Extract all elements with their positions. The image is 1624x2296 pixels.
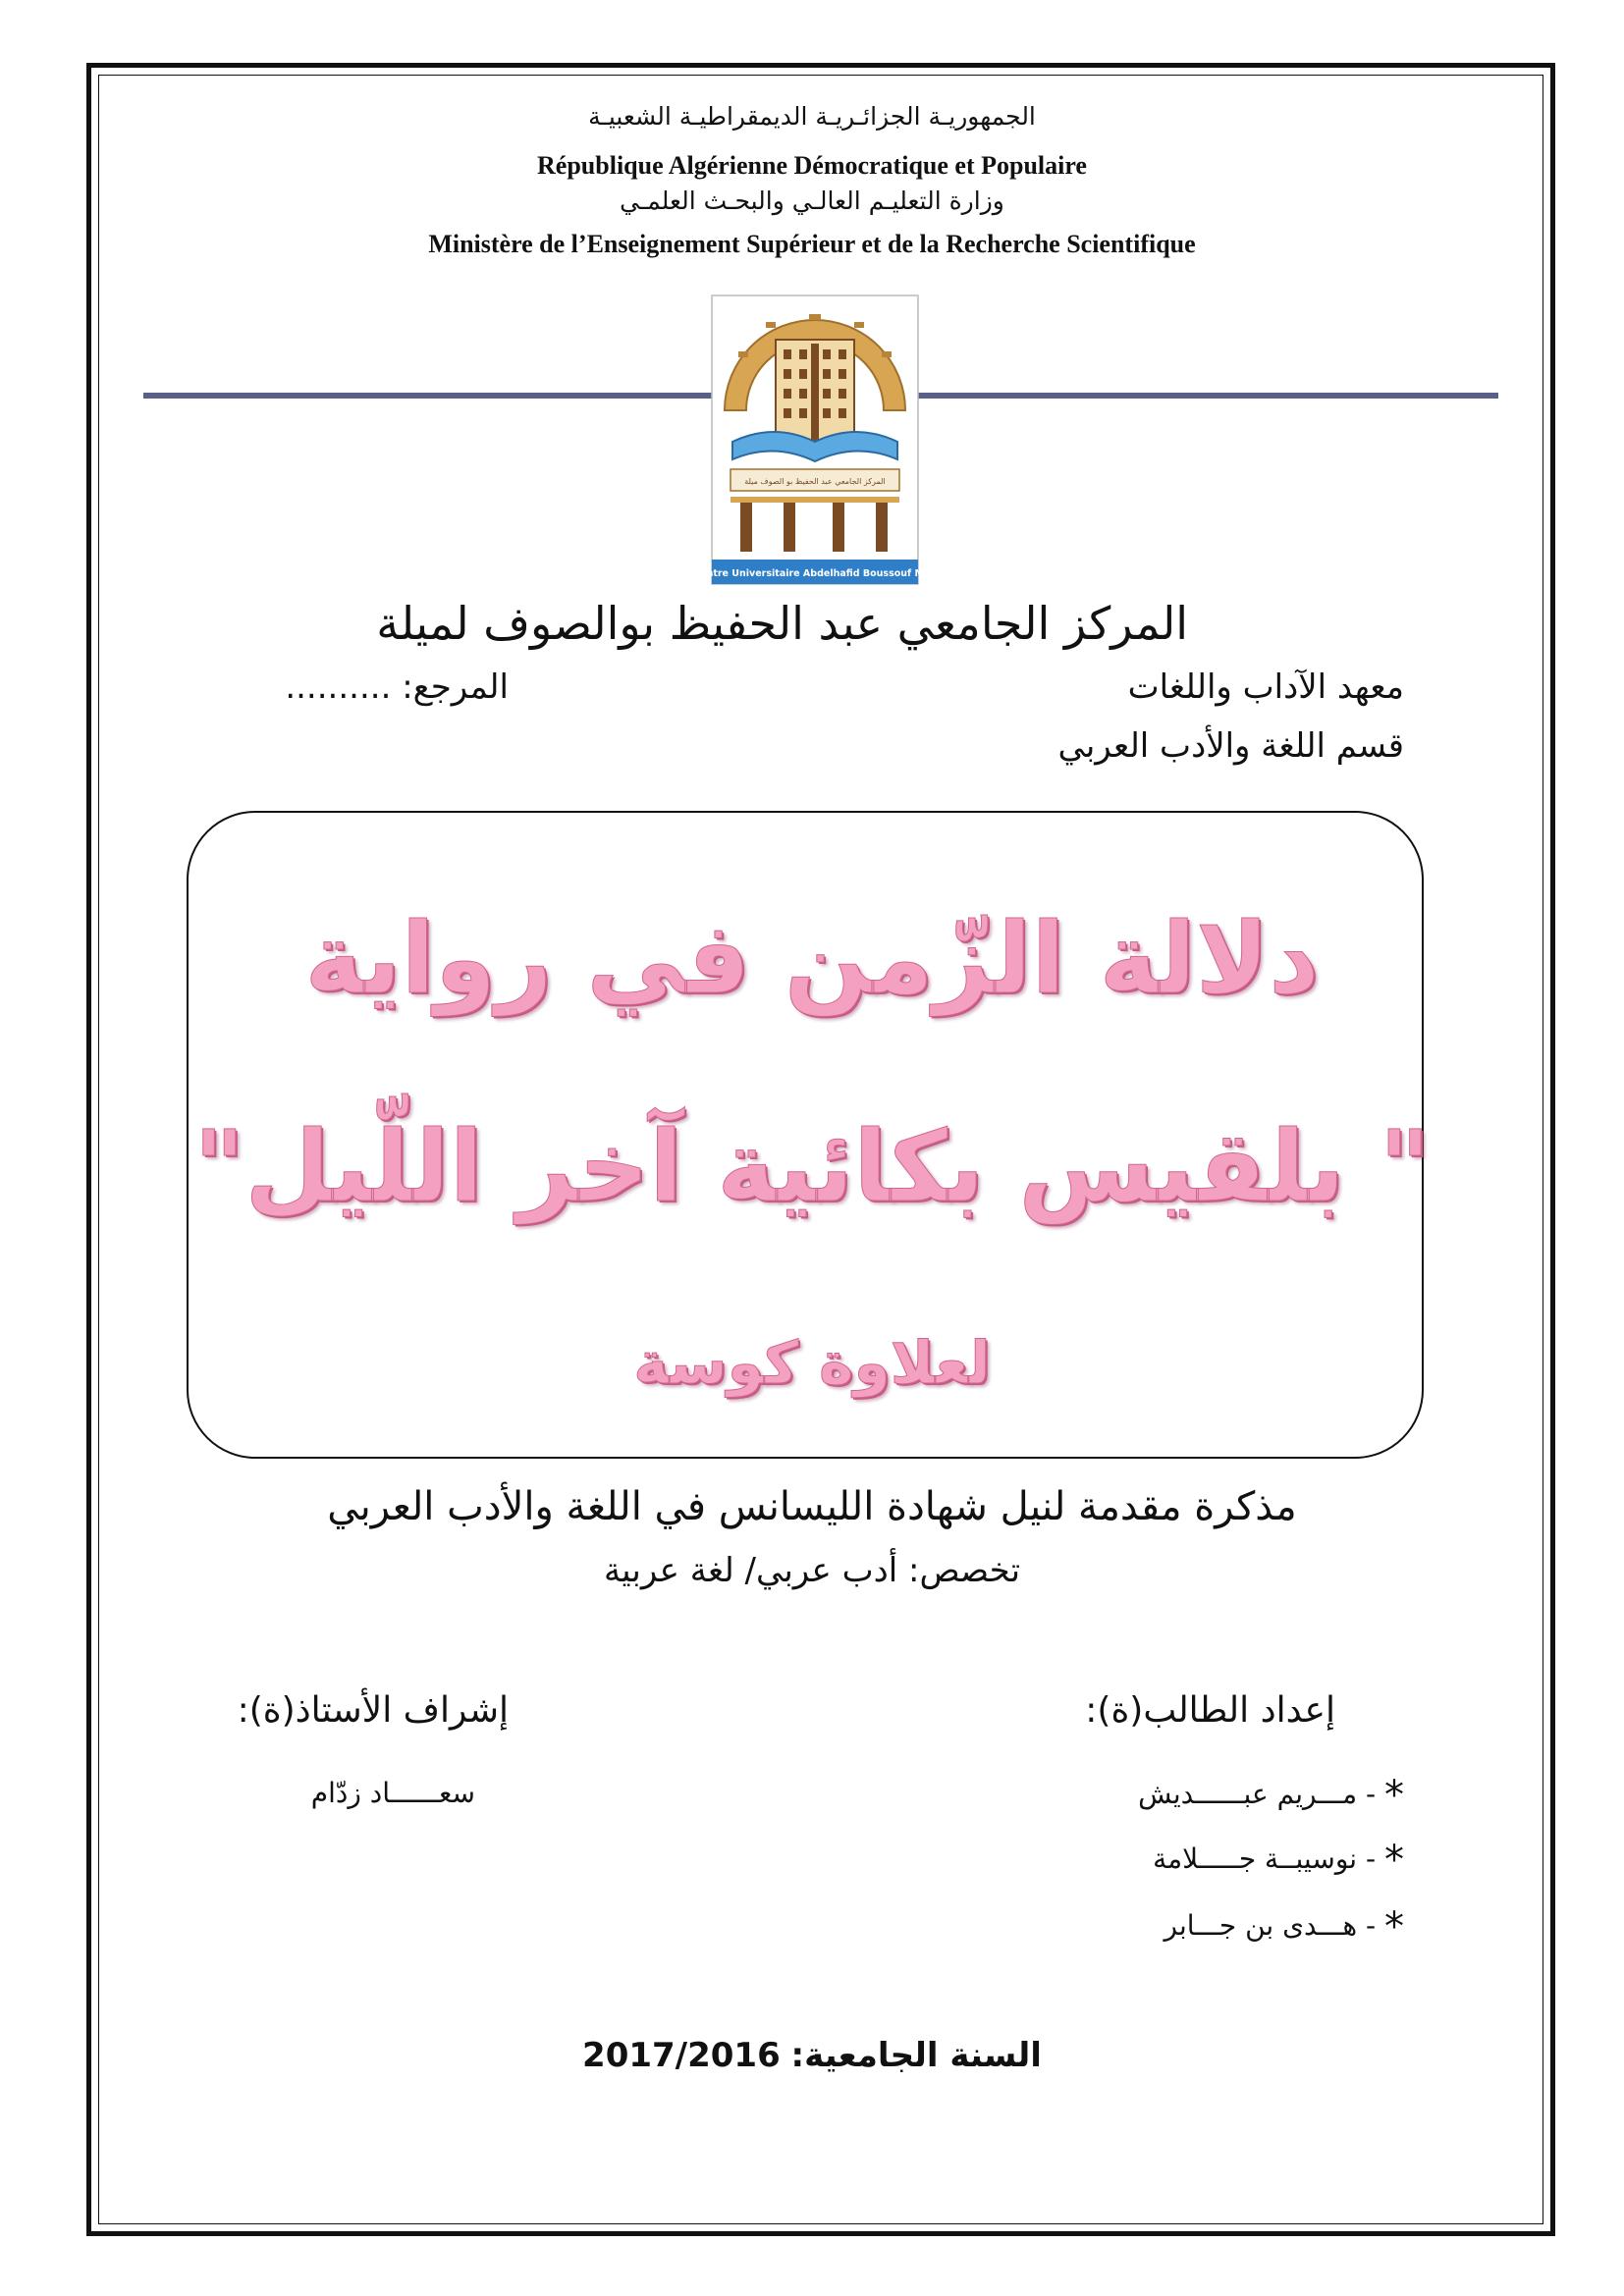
thesis-title-line2: " بلقيس بكائية آخر اللّيل" bbox=[193, 1109, 1431, 1224]
logo-emblem-icon bbox=[693, 294, 937, 585]
student-item bbox=[1138, 1773, 1404, 1818]
ministry-arabic: وزارة التعليـم العالـي والبحـث العلمـي bbox=[620, 187, 1004, 215]
logo-caption: Centre Universitaire Abdelhafid Boussouf Mila bbox=[693, 568, 937, 579]
student-name: - هـــدى بن جـــابر bbox=[1164, 1909, 1377, 1942]
novel-author: لعلاوة كوسة bbox=[633, 1329, 991, 1398]
institute-name: معهد الآداب واللغات bbox=[1127, 667, 1404, 707]
department-name: قسم اللغة والأدب العربي bbox=[1057, 726, 1404, 766]
bullet-asterisk: * bbox=[1384, 1773, 1404, 1818]
supervisor-name: سعــــــاد زدّام bbox=[310, 1777, 475, 1809]
republic-french: République Algérienne Démocratique et Populaire bbox=[537, 151, 1087, 180]
student-name: - مـــريم عبــــــديش bbox=[1138, 1778, 1377, 1810]
republic-arabic: الجمهوريـة الجزائـريـة الديمقراطيـة الشعبيـة bbox=[588, 102, 1036, 131]
reference-field: المرجع: .......... bbox=[285, 667, 509, 707]
student-item bbox=[1164, 1904, 1405, 1949]
supervisor-label: إشراف الأستاذ(ة): bbox=[237, 1690, 509, 1731]
thesis-purpose: مذكرة مقدمة لنيل شهادة الليسانس في اللغة والأدب العربي bbox=[327, 1484, 1297, 1529]
bullet-asterisk: * bbox=[1384, 1838, 1404, 1883]
bullet-asterisk: * bbox=[1384, 1904, 1404, 1949]
academic-year-label: السنة الجامعية: bbox=[790, 2036, 1042, 2075]
academic-year-value: 2017/2016 bbox=[582, 2036, 781, 2075]
thesis-specialty: تخصص: أدب عربي/ لغة عربية bbox=[603, 1551, 1021, 1590]
ministry-french: Ministère de l’Enseignement Supérieur et de la Recherche Scientifique bbox=[428, 230, 1196, 258]
thesis-title-line1: دلالة الزّمن في رواية bbox=[304, 901, 1320, 1016]
academic-year bbox=[0, 2036, 1624, 2075]
center-name: المركز الجامعي عبد الحفيظ بوالصوف لميلة bbox=[376, 597, 1188, 650]
students-label: إعداد الطالب(ة): bbox=[1085, 1690, 1335, 1731]
student-name: - نوسيبــة جـــــلامة bbox=[1153, 1842, 1377, 1875]
logo-banner-text: المركز الجامعي عبد الحفيظ بو الصوف ميلة bbox=[744, 477, 886, 486]
header-rule-right bbox=[917, 393, 1498, 399]
university-logo bbox=[693, 294, 937, 585]
student-item bbox=[1153, 1838, 1404, 1883]
header-rule-left bbox=[143, 393, 713, 399]
